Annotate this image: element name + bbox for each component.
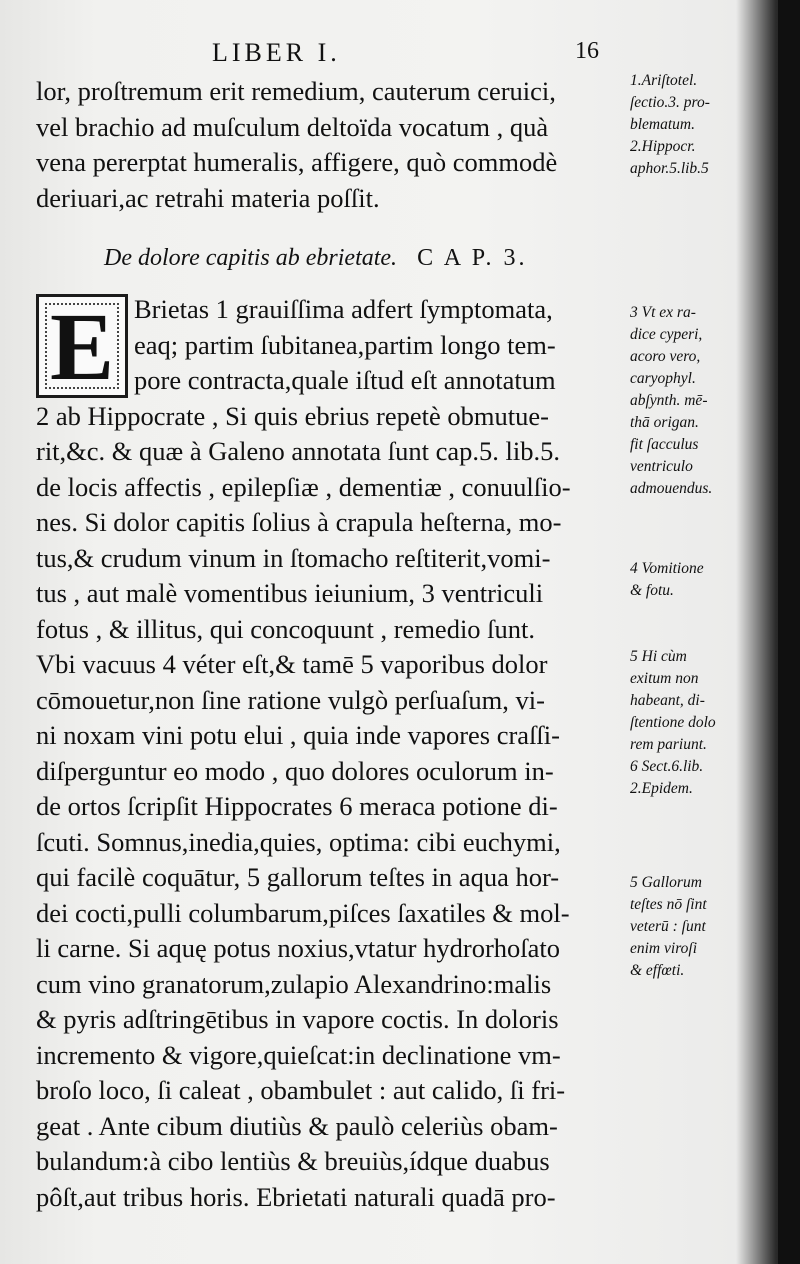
marginal-line: & effœti. — [630, 962, 685, 979]
text-line: 2 ab Hippocrate , Si quis ebrius repetè obmutue- — [36, 400, 549, 431]
running-head: LIBER I. — [212, 38, 341, 67]
initial-block — [36, 292, 626, 399]
text-line: ſcuti. Somnus,inedia,quies, optima: cibi euchymi, — [36, 826, 561, 857]
marginal-line: admouendus. — [630, 480, 713, 497]
marginal-line: 2.Epidem. — [630, 780, 693, 797]
chapter-title: De dolore capitis ab ebrietate. — [104, 245, 398, 271]
marginal-line: 2.Hippocr. — [630, 138, 696, 155]
text-line: qui facilè coquātur, 5 gallorum teſtes in aqua hor- — [36, 862, 560, 892]
text-line: pôſt,aut tribus horis. Ebrietati naturali quadā pro- — [36, 1181, 556, 1212]
text-line: tus,& crudum vinum in ſtomacho reſtiterit,vomi- — [36, 542, 551, 573]
marginal-line: & fotu. — [630, 582, 674, 599]
marginal-line: abſynth. mē- — [630, 392, 708, 409]
marginal-line: exitum non — [630, 670, 699, 687]
text-line: dei cocti,pulli columbarum,piſces ſaxatiles & mol- — [36, 897, 570, 928]
marginal-note-gallorum — [630, 872, 780, 982]
text-line: li carne. Si aquę potus noxius,vtatur hydrorhoſato — [36, 933, 561, 963]
text-line: pore contracta,quale iſtud eſt annotatum — [134, 365, 556, 395]
marginal-note-remedy — [630, 302, 780, 500]
marginal-note-sources — [630, 70, 780, 180]
initial-letter: E — [49, 293, 115, 400]
marginal-line: dice cyperi, — [630, 326, 703, 343]
text-line: geat . Ante cibum diutiùs & paulò celeriùs obam- — [36, 1110, 558, 1141]
marginal-line: veterū : ſunt — [630, 918, 706, 935]
text-line: tus , aut malè vomentibus ieiunium, 3 ventriculi — [36, 578, 544, 608]
chapter-heading — [36, 238, 626, 278]
text-line: de locis affectis , epilepſiæ , dementiæ , conuulſio- — [36, 471, 571, 502]
decorated-initial — [36, 294, 128, 398]
marginal-line: 6 Sect.6.lib. — [630, 758, 704, 775]
text-line: & pyris adſtringētibus in vapore coctis. In doloris — [36, 1004, 559, 1034]
text-line: incremento & vigore,quieſcat:in declinatione vm- — [36, 1039, 561, 1070]
text-line: fotus , & illitus, qui concoquunt , remedio ſunt. — [36, 613, 536, 644]
text-line: rit,&c. & quæ à Galeno annotata ſunt cap.5. lib.5. — [36, 436, 560, 466]
marginal-line: ventriculo — [630, 458, 693, 475]
chapter-number: C A P. 3. — [417, 245, 528, 271]
marginal-line: aphor.5.lib.5 — [630, 160, 709, 177]
marginal-line: rem pariunt. — [630, 736, 707, 753]
text-line: deriuari,ac retrahi materia poſſit. — [36, 182, 380, 213]
marginal-line: caryophyl. — [630, 370, 696, 387]
text-line: diſperguntur eo modo , quo dolores oculorum in- — [36, 755, 554, 786]
marginal-line: teſtes nō ſint — [630, 896, 707, 913]
text-line: bulandum:à cibo lentiùs & breuiùs,ídque duabus — [36, 1146, 550, 1176]
marginal-line: habeant, di- — [630, 692, 705, 709]
book-spine-shadow — [778, 0, 800, 1264]
text-line: eaq; partim ſubitanea,partim longo tem- — [134, 329, 556, 360]
marginal-line: thā origan. — [630, 414, 699, 431]
text-line: cōmouetur,non ſine ratione vulgò perſuaſum, vi- — [36, 684, 545, 715]
text-line: Vbi vacuus 4 véter eſt,& tamē 5 vaporibus dolor — [36, 649, 548, 679]
text-line: nes. Si dolor capitis ſolius à crapula heſterna, mo- — [36, 507, 562, 537]
text-line: broſo loco, ſi caleat , obambulet : aut calido, ſi fri- — [36, 1075, 566, 1105]
page-number: 16 — [575, 38, 599, 64]
marginal-line: blematum. — [630, 116, 696, 133]
marginal-line: 4 Vomitione — [630, 560, 704, 577]
marginal-note-vapors — [630, 646, 780, 800]
text-line: ni noxam vini potu elui , quia inde vapores craſſi- — [36, 720, 560, 750]
text-line: lor, proſtremum erit remedium, cauterum ceruici, — [36, 76, 556, 106]
text-line: cum vino granatorum,zulapio Alexandrino:malis — [36, 968, 552, 999]
text-line: Brietas 1 grauiſſima adfert ſymptomata, — [134, 294, 553, 324]
marginal-note-vomiting — [630, 558, 780, 602]
marginal-line: enim viroſi — [630, 940, 698, 957]
text-line: vena pererptat humeralis, affigere, quò commodè — [36, 147, 558, 177]
text-line: vel brachio ad muſculum deltoïda vocatum , quà — [36, 111, 549, 142]
main-text-column — [36, 74, 626, 1215]
text-line: de ortos ſcripſit Hippocrates 6 meraca potione di- — [36, 791, 558, 821]
marginal-line: 1.Ariſtotel. — [630, 72, 698, 89]
marginal-line: acoro vero, — [630, 348, 701, 365]
marginal-line: ſtentione dolo — [630, 714, 716, 731]
marginal-line: 3 Vt ex ra- — [630, 304, 696, 321]
marginal-line: 5 Hi cùm — [630, 648, 687, 665]
marginal-line: ſectio.3. pro- — [630, 94, 710, 111]
marginal-line: fit ſacculus — [630, 436, 699, 453]
marginal-line: 5 Gallorum — [630, 874, 702, 891]
